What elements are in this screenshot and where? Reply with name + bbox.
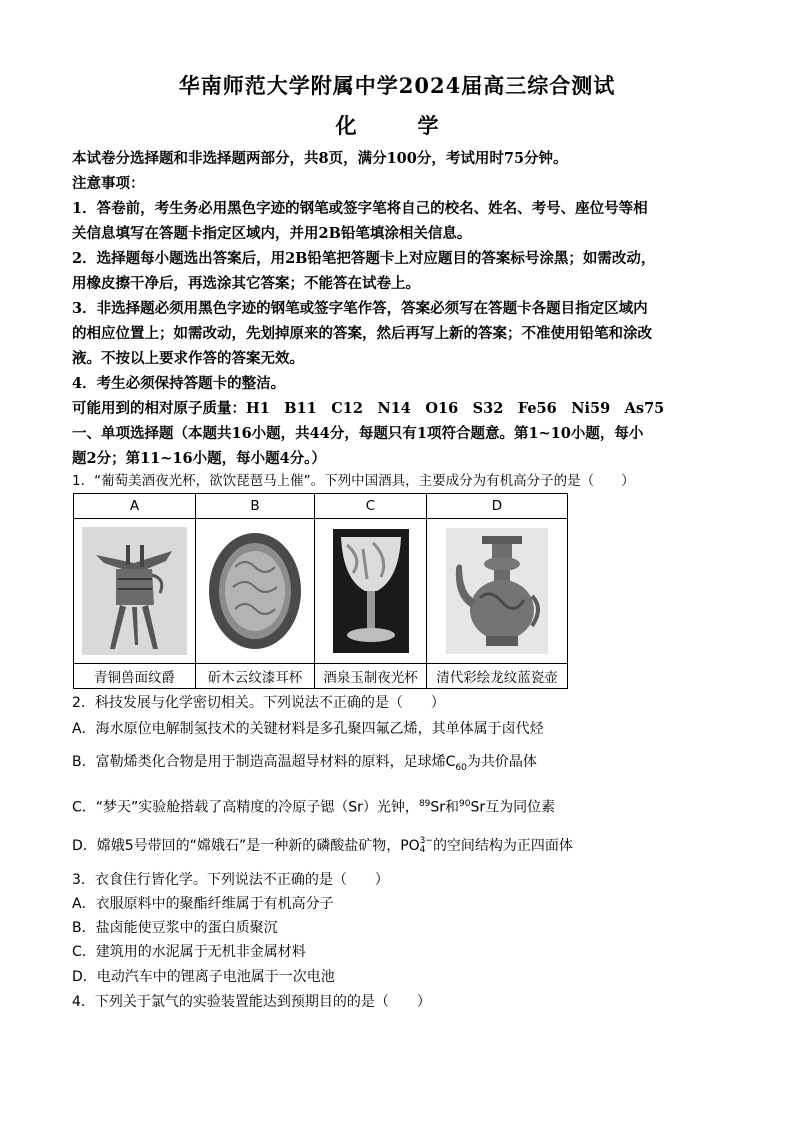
- q2-option-b-text-end: 为共价晶体: [466, 754, 537, 770]
- superscript: 3−: [419, 836, 433, 846]
- jade-luminous-cup-image: [315, 519, 427, 664]
- q2-option-a: A．海水原位电解制氢技术的关键材料是多孔聚四氟乙烯，其单体属于卤代烃: [72, 721, 544, 737]
- superscript: 90: [459, 799, 471, 809]
- option-letter: B: [196, 494, 315, 519]
- q2-option-b: [72, 750, 722, 780]
- section-heading: 一、单项选择题（本题共16小题，共44分，每题只有1项符合题意。第1~10小题，每小: [72, 425, 644, 442]
- q3-option: A．衣服原料中的聚酯纤维属于有机高分子: [72, 896, 334, 912]
- notice-line: 4．考生必须保持答题卡的整洁。: [72, 375, 286, 392]
- q3-option: B．盐卤能使豆浆中的蛋白质聚沉: [72, 920, 278, 936]
- q2-option-c-text: C．“梦天”实验舱搭载了高精度的冷原子锶（Sr）光钟，: [72, 799, 419, 816]
- option-caption: 清代彩绘龙纹蓝瓷壶: [427, 664, 568, 689]
- notice-line: 的相应位置上；如需改动，先划掉原来的答案，然后再写上新的答案；不准使用铅笔和涂改: [72, 325, 652, 342]
- q4-stem: 4．下列关于氯气的实验装置能达到预期目的的是（ ）: [72, 994, 431, 1010]
- option-caption: 青铜兽面纹爵: [74, 664, 196, 689]
- option-letter: A: [74, 494, 196, 519]
- q2-option-d-text-end: 的空间结构为正四面体: [432, 838, 573, 854]
- q3-stem: 3．衣食住行皆化学。下列说法不正确的是（ ）: [72, 872, 389, 888]
- notice-line: 3．非选择题必须用黑色字迹的钢笔或签字笔作答，答案必须写在答题卡各题目指定区域内: [72, 300, 648, 317]
- option-letter: C: [315, 494, 427, 519]
- q2-option-b-text: B．富勒烯类化合物是用于制造高温超导材料的原料，足球烯C: [72, 754, 456, 770]
- q2-stem: 2．科技发展与化学密切相关。下列说法不正确的是（ ）: [72, 695, 445, 711]
- notice-line: 用橡皮擦干净后，再选涂其它答案；不能答在试卷上。: [72, 275, 420, 292]
- notice-heading: 注意事项：: [72, 175, 145, 192]
- q1-stem: 1．“葡萄美酒夜光杯，欲饮琵琶马上催”。下列中国酒具，主要成分为有机高分子的是（ ）: [72, 473, 635, 489]
- subscript: 4: [419, 845, 426, 855]
- notice-line: 关信息填写在答题卡指定区域内，并用2B铅笔填涂相关信息。: [72, 225, 472, 242]
- q2-option-d: [72, 834, 722, 858]
- bronze-jue-image: [74, 519, 196, 664]
- notice-line: 2．选择题每小题选出答案后，用2B铅笔把答题卡上对应题目的答案标号涂黑；如需改动，: [72, 250, 656, 267]
- q2-option-c-text-mid: Sr和: [430, 799, 460, 816]
- subscript: 60: [455, 762, 467, 773]
- q3-option: D．电动汽车中的锂离子电池属于一次电池: [72, 969, 335, 985]
- option-caption: 酒泉玉制夜光杯: [315, 664, 427, 689]
- option-letter: D: [427, 494, 568, 519]
- q3-option: C．建筑用的水泥属于无机非金属材料: [72, 944, 306, 960]
- q2-option-c: [72, 792, 722, 820]
- q1-options-table: [73, 493, 568, 689]
- exam-intro: 本试卷分选择题和非选择题两部分，共8页，满分100分，考试用时75分钟。: [72, 150, 568, 167]
- superscript: 89: [418, 799, 431, 809]
- porcelain-teapot-image: [427, 519, 568, 664]
- q2-option-c-text-end: Sr互为同位素: [470, 799, 556, 816]
- option-caption: 斫木云纹漆耳杯: [196, 664, 315, 689]
- section-heading-cont: 题2分；第11~16小题，每小题4分。）: [72, 450, 326, 467]
- atomic-masses: 可能用到的相对原子质量：H1 B11 C12 N14 O16 S32 Fe56 Ni59 As75: [72, 400, 665, 417]
- exam-title: 华南师范大学附属中学2024届高三综合测试: [178, 73, 616, 98]
- notice-line: 1．答卷前，考生务必用黑色字迹的钢笔或签字笔将自己的校名、姓名、考号、座位号等相: [72, 200, 648, 217]
- lacquer-ear-cup-image: [196, 519, 315, 664]
- subject-title: 化 学: [335, 113, 459, 138]
- notice-line: 液。不按以上要求作答的答案无效。: [72, 350, 304, 367]
- q2-option-d-text: D．嫦娥5号带回的“嫦娥石”是一种新的磷酸盐矿物，PO: [72, 838, 420, 854]
